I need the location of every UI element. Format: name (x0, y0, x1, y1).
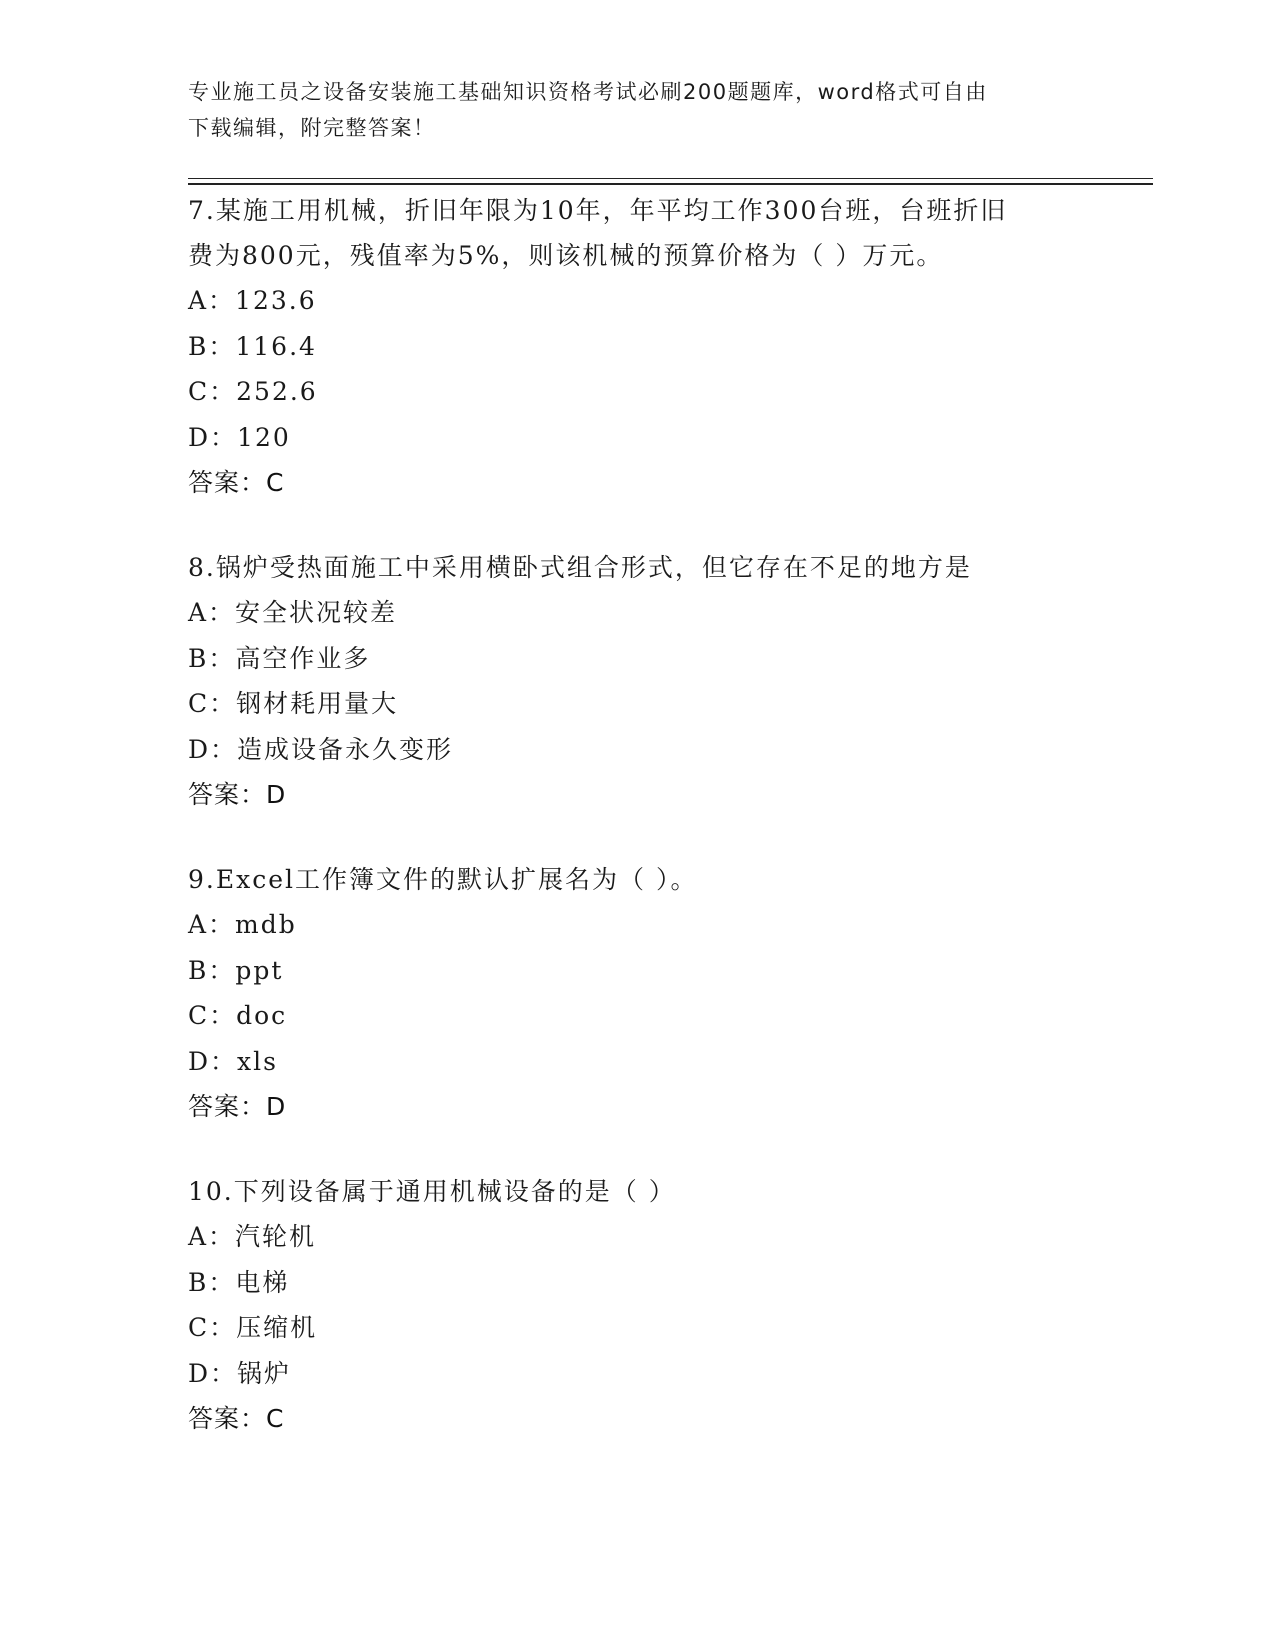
document-header (188, 74, 1088, 146)
option-d: D：120 (188, 422, 291, 452)
option-d: D：xls (188, 1046, 278, 1076)
option-c: C：压缩机 (188, 1313, 318, 1342)
option-c: C：钢材耗用量大 (188, 689, 399, 718)
header-divider-thick (188, 183, 1153, 185)
option-c: C：doc (188, 1001, 288, 1030)
question-10 (188, 1169, 1088, 1441)
option-b: B：电梯 (188, 1267, 290, 1297)
option-a: A：汽轮机 (188, 1222, 317, 1251)
option-a: A：安全状况较差 (188, 598, 398, 627)
question-stem: 9.Excel工作簿文件的默认扩展名为（ ）。 (188, 865, 698, 894)
answer: 答案：C (188, 468, 285, 497)
answer: 答案：D (188, 780, 287, 809)
question-stem: 8.锅炉受热面施工中采用横卧式组合形式，但它存在不足的地方是 (188, 553, 972, 582)
option-a: A：mdb (188, 910, 297, 939)
header-divider-thin (188, 178, 1153, 179)
option-a: A：123.6 (188, 286, 317, 315)
question-stem-continued: 费为800元，残值率为5%，则该机械的预算价格为（ ）万元。 (188, 241, 944, 270)
question-list (188, 188, 1088, 1481)
answer: 答案：D (188, 1092, 287, 1121)
option-d: D：造成设备永久变形 (188, 734, 454, 764)
option-b: B：ppt (188, 955, 284, 985)
question-stem: 7.某施工用机械，折旧年限为10年，年平均工作300台班，台班折旧 (188, 196, 1008, 225)
option-b: B：高空作业多 (188, 643, 371, 673)
header-line-1: 专业施工员之设备安装施工基础知识资格考试必刷200题题库，word格式可自由 (188, 80, 988, 104)
option-b: B：116.4 (188, 331, 317, 361)
question-7 (188, 188, 1088, 505)
question-9 (188, 857, 1088, 1129)
answer: 答案：C (188, 1404, 285, 1433)
question-stem: 10.下列设备属于通用机械设备的是（ ） (188, 1177, 676, 1206)
option-d: D：锅炉 (188, 1358, 292, 1388)
option-c: C：252.6 (188, 377, 318, 406)
question-8 (188, 545, 1088, 817)
header-line-2: 下载编辑，附完整答案！ (188, 116, 436, 140)
